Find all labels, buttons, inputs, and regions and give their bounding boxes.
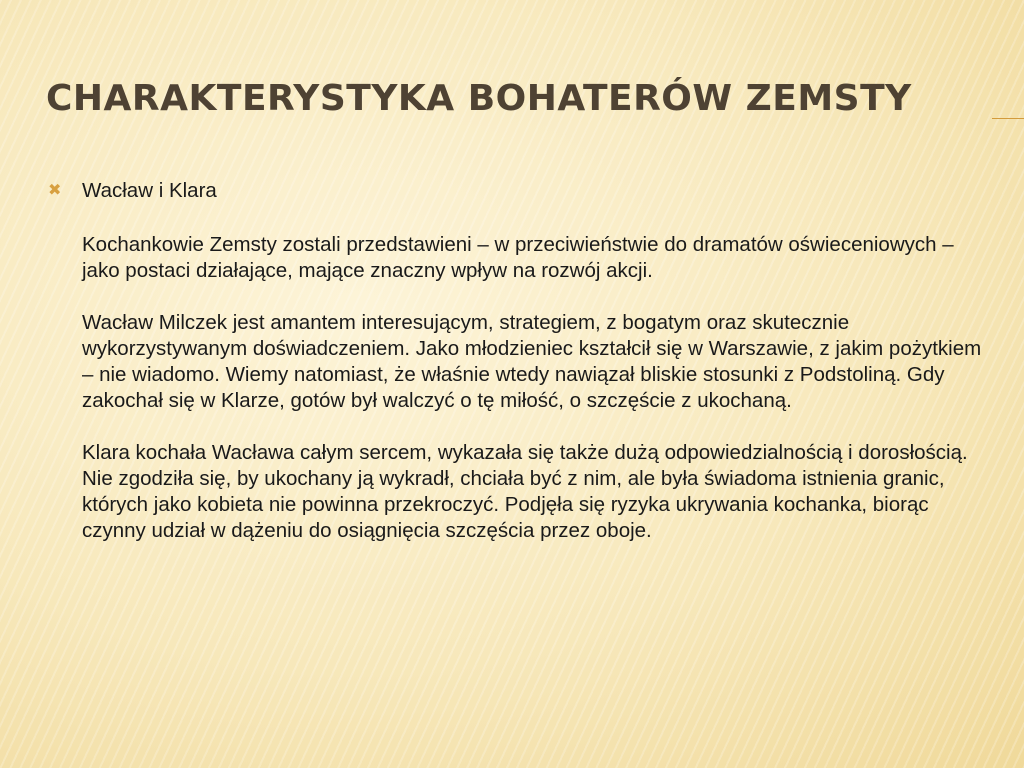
paragraph-intro: Kochankowie Zemsty zostali przedstawieni – w przeciwieństwie do dramatów oświeceniowych – jako postaci działające, mające znaczny wpływ na rozwój akcji.	[82, 233, 954, 282]
paragraph-waclaw: Wacław Milczek jest amantem interesującym, strategiem, z bogatym oraz skutecznie wykorzystywanym doświadczeniem. Jako młodzieniec kształcił się w Warszawie, z jakim pożytkiem – nie wiadomo. Wiemy natomiast, że właśnie wtedy nawiązał bliskie stosunki z Podstoliną. Gdy zakochał się w Klarze, gotów był walczyć o tę miłość, o szczęście z ukochaną.	[82, 311, 982, 412]
bullet-body	[82, 176, 993, 544]
bullet-item	[48, 176, 993, 544]
title-divider	[992, 118, 1024, 119]
bullet-heading: Wacław i Klara	[82, 179, 217, 202]
x-mark-icon: ✖	[48, 182, 62, 199]
paragraph-klara: Klara kochała Wacława całym sercem, wykazała się także dużą odpowiedzialnością i dorosłością. Nie zgodziła się, by ukochany ją wykradł, chciała być z nim, ale była świadoma istnienia granic, których jako kobieta nie powinna przekroczyć. Podjęła się ryzyka ukrywania kochanka, biorąc czynny udział w dążeniu do osiągnięcia szczęścia przez oboje.	[82, 441, 968, 542]
slide-content	[48, 176, 993, 544]
slide-title: CHARAKTERYSTYKA BOHATERÓW ZEMSTY	[46, 78, 912, 119]
